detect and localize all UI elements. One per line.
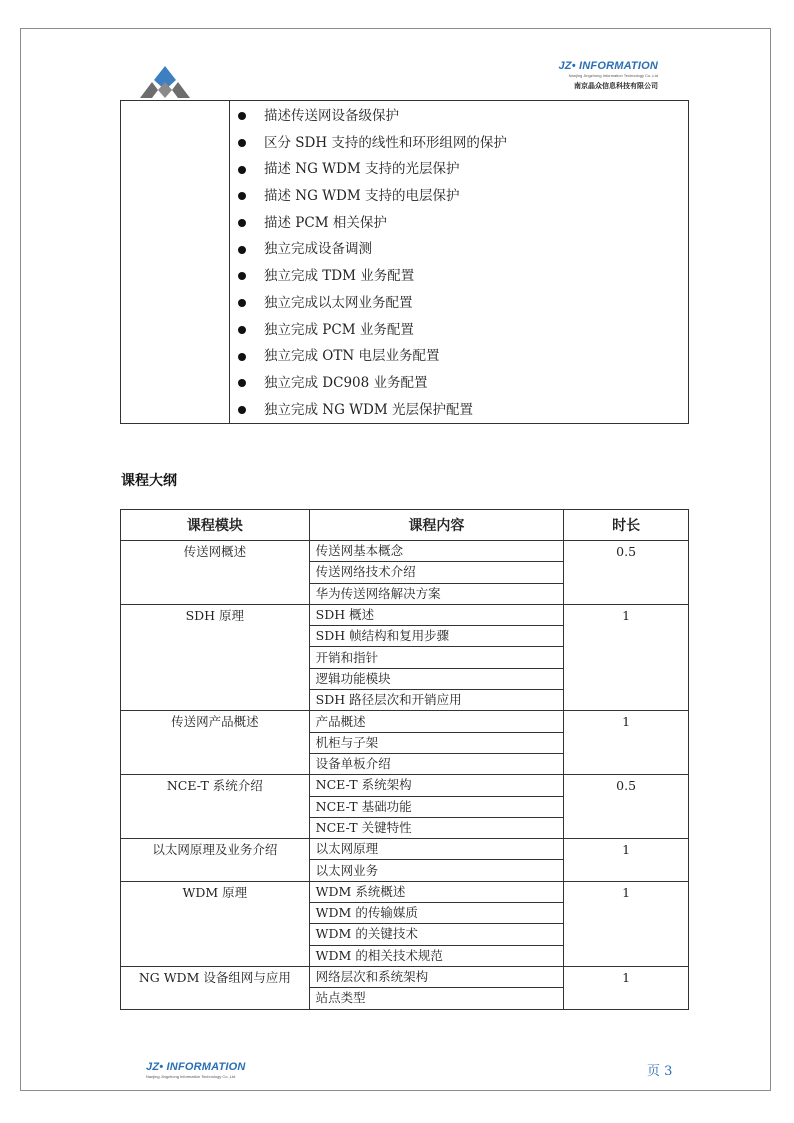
topic-cell: SDH 路径层次和开销应用: [309, 690, 564, 711]
topic-cell: 以太网业务: [309, 860, 564, 881]
objectives-label-cell: [121, 101, 230, 424]
page-number: 页 3: [647, 1064, 673, 1079]
objectives-table: [120, 100, 689, 424]
brand-name: JZ• INFORMATION: [558, 60, 658, 72]
module-cell: NG WDM 设备组网与应用: [121, 966, 310, 1009]
table-row: [121, 711, 689, 732]
objective-item: [230, 397, 688, 424]
objective-text: 独立完成 DC908 业务配置: [264, 374, 428, 391]
table-row: [121, 839, 689, 860]
header-module: 课程模块: [121, 510, 310, 541]
topic-cell: SDH 帧结构和复用步骤: [309, 626, 564, 647]
footer-brand-subtitle: Nanjing Jingzhong Information Technology Co.,Ltd: [146, 1074, 236, 1079]
company-logo-icon: [138, 60, 192, 100]
bullet-icon: [238, 272, 246, 280]
objective-text: 独立完成 OTN 电层业务配置: [264, 348, 440, 365]
topic-cell: WDM 的传输媒质: [309, 903, 564, 924]
topic-cell: 设备单板介绍: [309, 753, 564, 774]
topic-cell: WDM 的关键技术: [309, 924, 564, 945]
topic-cell: 传送网络技术介绍: [309, 562, 564, 583]
table-row: [121, 775, 689, 796]
duration-cell: 1: [564, 839, 689, 882]
objective-text: 描述 PCM 相关保护: [264, 214, 387, 231]
objectives-list: [230, 101, 688, 423]
topic-cell: SDH 概述: [309, 604, 564, 625]
bullet-icon: [238, 406, 246, 414]
table-row: [121, 966, 689, 987]
topic-cell: 华为传送网络解决方案: [309, 583, 564, 604]
topic-cell: 产品概述: [309, 711, 564, 732]
bullet-icon: [238, 353, 246, 361]
topic-cell: WDM 的相关技术规范: [309, 945, 564, 966]
topic-cell: 开销和指针: [309, 647, 564, 668]
objective-text: 描述传送网设备级保护: [264, 108, 399, 124]
objective-item: [230, 210, 688, 237]
module-cell: WDM 原理: [121, 881, 310, 966]
bullet-icon: [238, 192, 246, 200]
topic-cell: NCE-T 基础功能: [309, 796, 564, 817]
objective-text: 独立完成设备调测: [264, 241, 372, 258]
topic-cell: 站点类型: [309, 988, 564, 1009]
header-content: 课程内容: [309, 510, 564, 541]
objective-text: 区分 SDH 支持的线性和环形组网的保护: [264, 134, 507, 151]
table-row: [121, 604, 689, 625]
objective-text: 独立完成以太网业务配置: [264, 294, 413, 311]
bullet-icon: [238, 219, 246, 227]
bullet-icon: [238, 246, 246, 254]
duration-cell: 1: [564, 711, 689, 775]
topic-cell: 逻辑功能模块: [309, 668, 564, 689]
topic-cell: NCE-T 关键特性: [309, 817, 564, 838]
table-row: [121, 541, 689, 562]
table-row: [121, 881, 689, 902]
bullet-icon: [238, 326, 246, 334]
module-cell: SDH 原理: [121, 604, 310, 710]
module-cell: 以太网原理及业务介绍: [121, 839, 310, 882]
duration-cell: 0.5: [564, 775, 689, 839]
duration-cell: 0.5: [564, 541, 689, 605]
duration-cell: 1: [564, 604, 689, 710]
duration-cell: 1: [564, 966, 689, 1009]
duration-cell: 1: [564, 881, 689, 966]
module-cell: 传送网产品概述: [121, 711, 310, 775]
brand-subtitle: Nanjing Jingzhong Information Technology Co.,Ltd: [568, 73, 658, 78]
objective-item: [230, 263, 688, 290]
topic-cell: NCE-T 系统架构: [309, 775, 564, 796]
objective-item: [230, 103, 688, 130]
objective-text: 描述 NG WDM 支持的光层保护: [264, 161, 460, 178]
brand-chinese-name: 南京晶众信息科技有限公司: [574, 82, 658, 90]
bullet-icon: [238, 379, 246, 387]
bullet-icon: [238, 299, 246, 307]
objective-item: [230, 290, 688, 317]
objective-text: 独立完成 PCM 业务配置: [264, 321, 414, 338]
topic-cell: 传送网基本概念: [309, 541, 564, 562]
header-duration: 时长: [564, 510, 689, 541]
objective-item: [230, 343, 688, 370]
bullet-icon: [238, 139, 246, 147]
objective-text: 独立完成 TDM 业务配置: [264, 268, 415, 285]
objectives-list-cell: [230, 101, 689, 424]
objective-item: [230, 370, 688, 397]
objective-item: [230, 156, 688, 183]
bullet-icon: [238, 112, 246, 120]
objective-item: [230, 183, 688, 210]
topic-cell: 以太网原理: [309, 839, 564, 860]
objective-text: 独立完成 NG WDM 光层保护配置: [264, 401, 473, 418]
footer-brand-name: JZ• INFORMATION: [146, 1061, 246, 1073]
bullet-icon: [238, 166, 246, 174]
topic-cell: WDM 系统概述: [309, 881, 564, 902]
objective-item: [230, 317, 688, 344]
footer-brand: [146, 1061, 246, 1079]
module-cell: NCE-T 系统介绍: [121, 775, 310, 839]
syllabus-table: [120, 509, 689, 1010]
module-cell: 传送网概述: [121, 541, 310, 605]
section-title: 课程大纲: [121, 473, 177, 489]
header-brand: [558, 60, 658, 91]
objective-item: [230, 130, 688, 157]
topic-cell: 机柜与子架: [309, 732, 564, 753]
objective-text: 描述 NG WDM 支持的电层保护: [264, 188, 460, 205]
topic-cell: 网络层次和系统架构: [309, 966, 564, 987]
objective-item: [230, 236, 688, 263]
